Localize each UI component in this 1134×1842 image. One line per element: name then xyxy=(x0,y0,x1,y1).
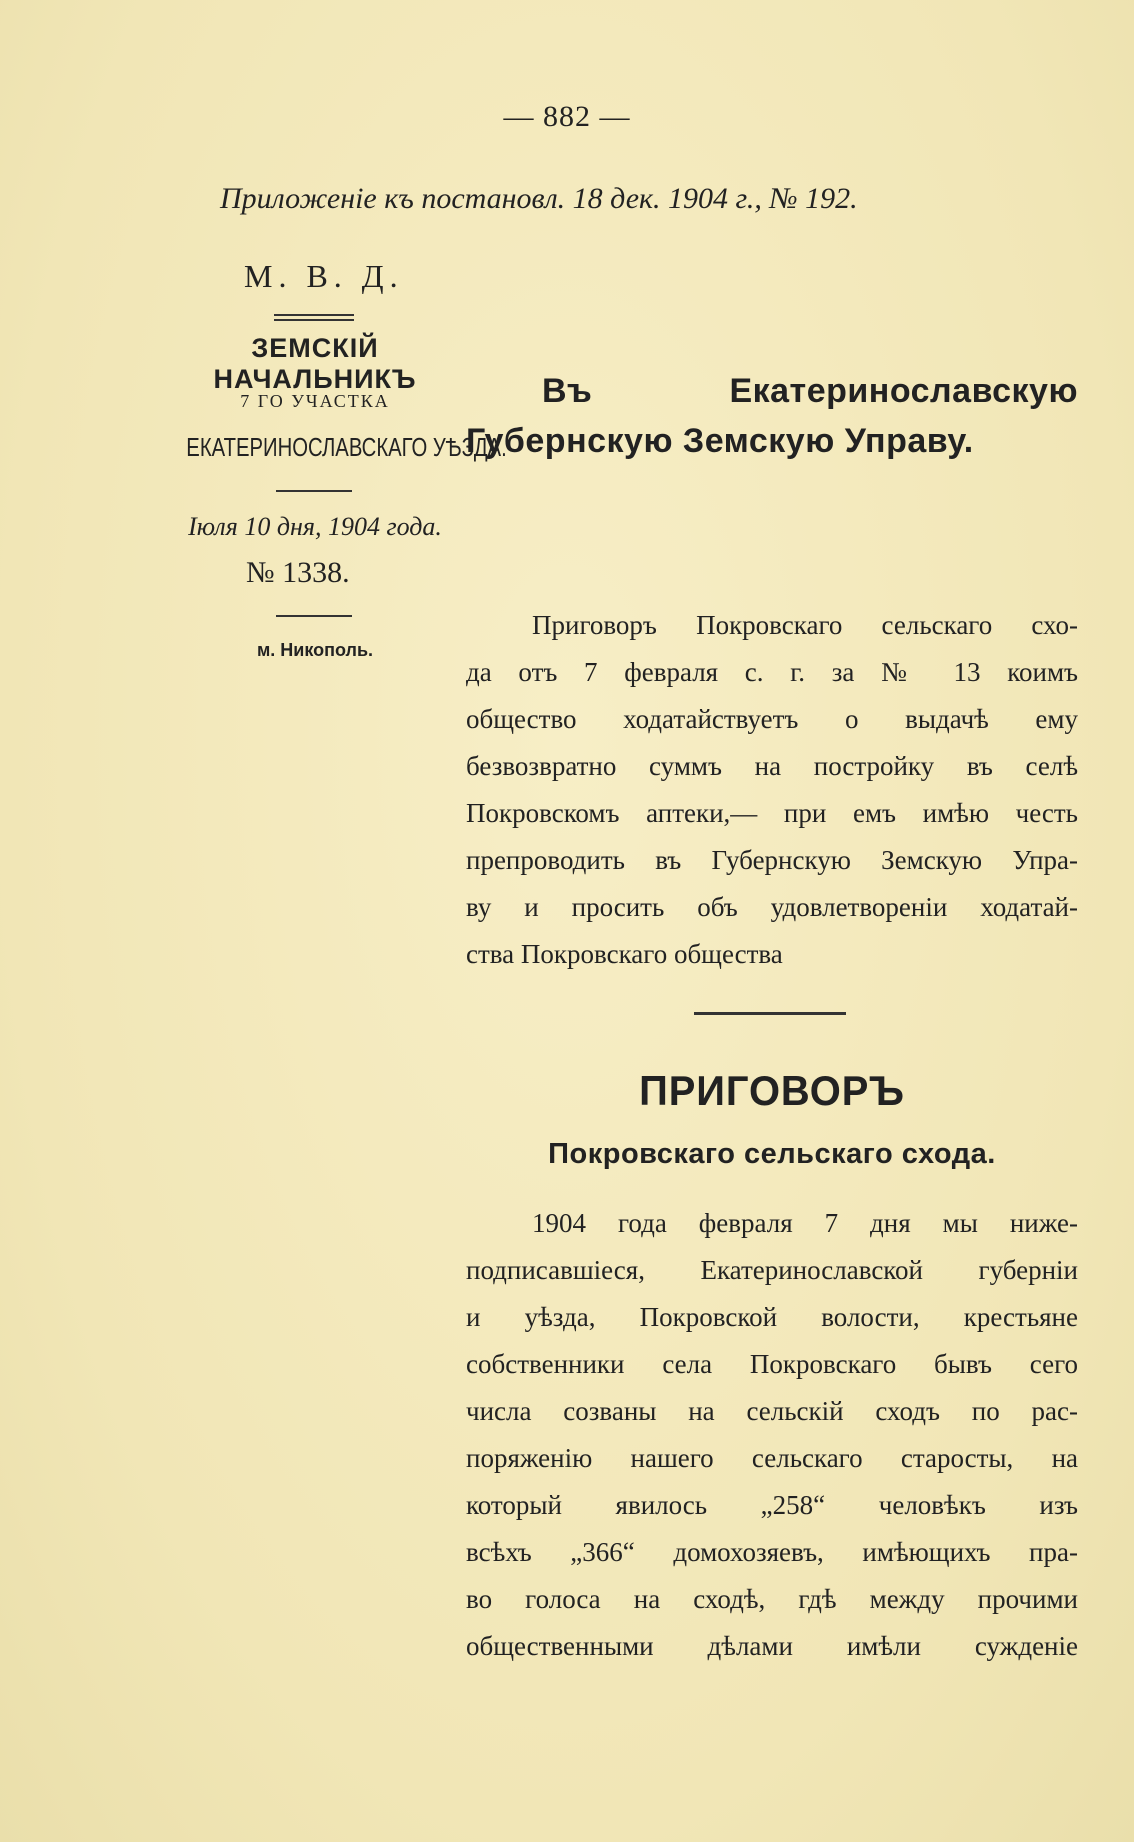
uezd-label: ЕКАТЕРИНОСЛАВСКАГО УѢЗДА. xyxy=(186,432,507,462)
divider-rule xyxy=(276,490,352,492)
text-line: препроводить въ Губернскую Земскую Упра- xyxy=(466,845,1078,875)
text-line: ства Покровскаго общества xyxy=(466,939,783,969)
text-line: безвозвратно суммъ на постройку въ селѣ xyxy=(466,751,1078,781)
ministry-label: М. В. Д. xyxy=(244,258,404,294)
text-line: числа созваны на сельскiй сходъ по рас- xyxy=(466,1396,1078,1426)
appendix-header: Приложенiе къ постановл. 18 дек. 1904 г., № 192. xyxy=(220,182,858,215)
double-rule xyxy=(274,314,354,321)
address-text: Въ Екатеринославскую Губернскую Земскую Управу. xyxy=(466,372,1078,460)
text-line: 1904 года февраля 7 дня мы ниже- xyxy=(532,1208,1078,1238)
text-line: поряженiю нашего сельскаго старосты, на xyxy=(466,1443,1078,1473)
verdict-body xyxy=(466,1200,1078,1670)
verdict-subtitle: Покровскаго сельскаго схода. xyxy=(548,1138,996,1170)
text-line: во голоса на сходѣ, гдѣ между прочими xyxy=(466,1584,1078,1614)
document-number: № 1338. xyxy=(246,556,350,589)
text-line: да отъ 7 февраля с. г. за № 13 коимъ xyxy=(466,657,1078,687)
text-line: ву и просить объ удовлетворенiи ходатай- xyxy=(466,892,1078,922)
text-line: Покровскомъ аптеки,— при емъ имѣю честь xyxy=(466,798,1078,828)
text-line: и уѣзда, Покровской волости, крестьяне xyxy=(466,1302,1078,1332)
letter-date: Iюля 10 дня, 1904 года. xyxy=(188,512,442,541)
district-label: 7 ГО УЧАСТКА xyxy=(240,391,390,411)
text-line: собственники села Покровскаго бывъ сего xyxy=(466,1349,1078,1379)
letter-body xyxy=(466,602,1078,978)
text-line: подписавшiеся, Екатеринославской губернiи xyxy=(466,1255,1078,1285)
place-label: м. Никополь. xyxy=(256,640,374,660)
text-line: общество ходатайствуетъ о выдачѣ ему xyxy=(466,704,1078,734)
text-line: Приговоръ Покровскаго сельскаго схо- xyxy=(532,610,1078,640)
text-line: который явилось „258“ человѣкъ изъ xyxy=(466,1490,1078,1520)
section-divider xyxy=(694,1012,846,1015)
text-line: всѣхъ „366“ домохозяевъ, имѣющихъ пра- xyxy=(466,1537,1078,1567)
verdict-title: ПРИГОВОРЪ xyxy=(639,1067,905,1114)
divider-rule xyxy=(276,615,352,617)
official-title: ЗЕМСКIЙ НАЧАЛЬНИКЪ xyxy=(213,333,417,394)
page-number: — 882 — xyxy=(503,100,631,133)
text-line: общественными дѣлами имѣли сужденiе xyxy=(466,1631,1078,1661)
address-heading xyxy=(466,366,1078,466)
